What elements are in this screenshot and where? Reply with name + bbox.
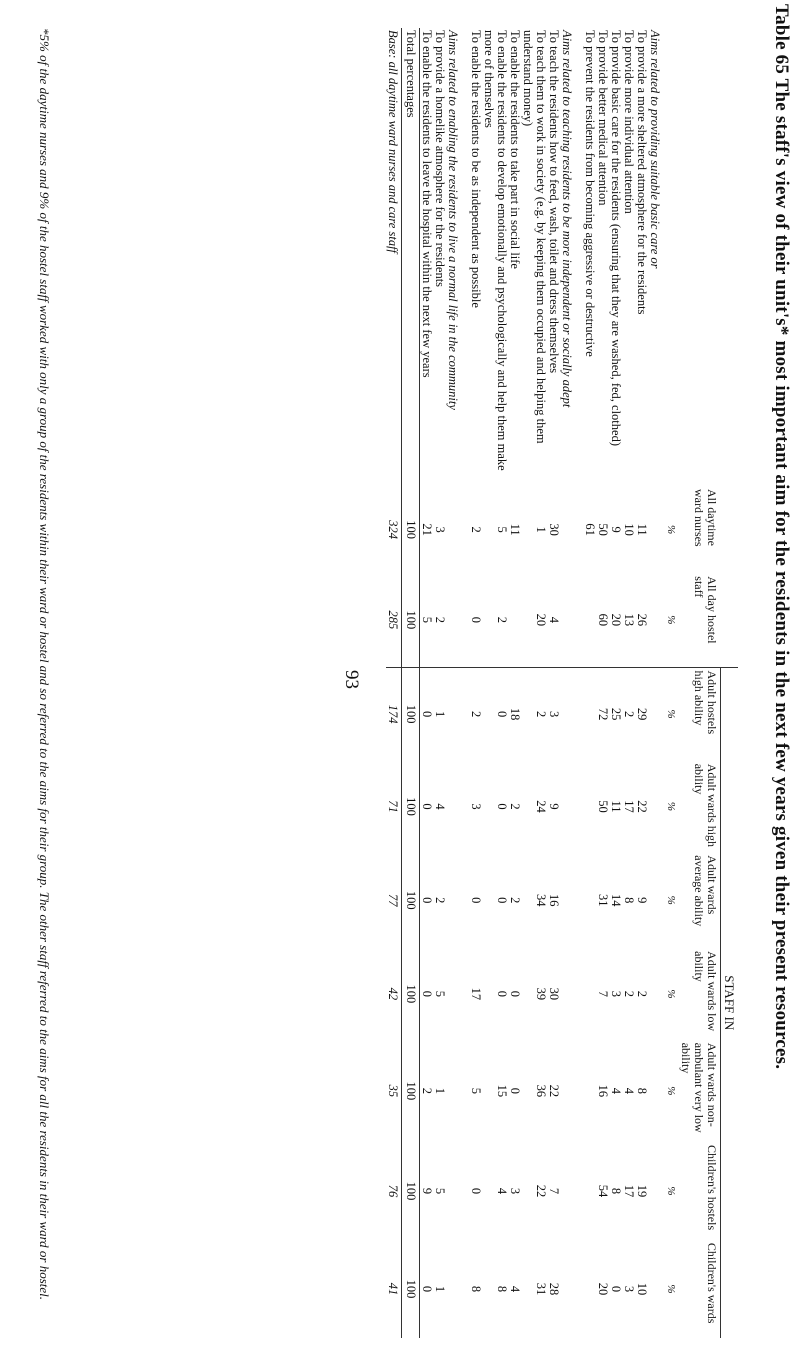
- cell-value: 5: [420, 616, 434, 624]
- cell-value: 25: [609, 667, 622, 761]
- cell-value: 28: [547, 1282, 561, 1296]
- cell-value: 14: [609, 893, 623, 907]
- table-row: [420, 28, 434, 1338]
- table-row-label: To teach them to work in society (e.g. by keeping them occupied and helping them understand money): [521, 30, 548, 444]
- column-unit: %: [665, 1186, 677, 1196]
- cell-value: 174: [386, 667, 402, 761]
- cell-value: 24: [534, 800, 548, 813]
- cell-value: 31: [534, 1282, 548, 1296]
- cell-value: 39: [534, 987, 548, 1001]
- cell-value: 4: [622, 1087, 636, 1094]
- page-number: 93: [341, 670, 362, 689]
- base-row: [386, 28, 402, 1338]
- cell-value: [648, 1142, 661, 1240]
- column-unit: %: [661, 667, 677, 761]
- cell-value: [560, 667, 583, 761]
- cell-value: 2: [433, 897, 447, 904]
- table-row: [482, 28, 508, 1338]
- footnote: *5% of the daytime nurses and 9% of the hostel staff worked with only a group of the residents within their ward or hostel and so referred to the aims for their group. The other staff referred to the aims for all the residents in their ward or hostel.: [37, 28, 52, 1301]
- cell-value: 17: [469, 987, 483, 1001]
- cell-value: [583, 573, 596, 667]
- column-header: Children's hostels: [705, 1144, 719, 1231]
- column-unit: %: [665, 1284, 677, 1294]
- cell-value: 21: [420, 523, 434, 536]
- cell-value: 5: [469, 1087, 483, 1094]
- cell-value: 50: [596, 800, 610, 813]
- row-label-header: [677, 28, 721, 486]
- cell-value: 22: [547, 1084, 561, 1098]
- table-row-label: To provide a more sheltered atmosphere for the residents: [635, 30, 649, 315]
- aims-body: [386, 28, 661, 1338]
- cell-value: [648, 852, 661, 948]
- cell-value: 0: [508, 1087, 522, 1094]
- cell-value: [446, 761, 469, 853]
- cell-value: 3: [622, 1285, 636, 1293]
- pct-row-blank: [661, 28, 677, 486]
- cell-value: 0: [495, 803, 509, 810]
- cell-value: 2: [495, 616, 509, 624]
- cell-value: 20: [609, 613, 623, 627]
- table-row: [521, 28, 547, 1338]
- cell-value: 2: [622, 667, 635, 761]
- column-unit: %: [665, 1086, 677, 1096]
- table-row-label: To enable the residents to leave the hospital within the next few years: [420, 30, 434, 378]
- cell-value: 76: [386, 1142, 402, 1240]
- group-heading-label: Aims related to teaching residents to be more independent or socially adept: [560, 30, 574, 408]
- cell-value: 2: [508, 897, 522, 904]
- cell-value: 10: [622, 523, 636, 536]
- table-row-label: To prevent the residents from becoming aggressive or destructive: [583, 30, 597, 357]
- column-unit: %: [665, 525, 677, 535]
- cell-value: [560, 761, 583, 853]
- table-title: Table 65 The staff's view of their unit's* most important aim for the residents in the next few years given their present resources.: [771, 4, 792, 1070]
- cell-value: [446, 1040, 469, 1142]
- percent-unit-row: [661, 28, 677, 1338]
- cell-value: 1: [433, 667, 446, 761]
- cell-value: 5: [433, 1187, 447, 1195]
- table-row: [433, 28, 446, 1338]
- cell-value: 2: [635, 990, 649, 998]
- cell-value: 54: [596, 1184, 610, 1198]
- cell-value: 100: [402, 1040, 420, 1142]
- cell-value: 0: [469, 897, 483, 904]
- table-row-label: To enable the residents to be as independent as possible: [469, 30, 483, 308]
- cell-value: 42: [386, 948, 402, 1040]
- cell-value: [446, 1240, 469, 1338]
- cell-value: [446, 573, 469, 667]
- cell-value: 22: [534, 1184, 548, 1198]
- column-header: Children's wards: [705, 1242, 719, 1324]
- cell-value: 60: [596, 613, 610, 627]
- cell-value: 31: [596, 893, 610, 907]
- group-heading: [446, 28, 469, 1338]
- column-header: Adult hostels high ability: [677, 667, 721, 761]
- cell-value: 61: [583, 523, 597, 536]
- cell-value: 5: [495, 526, 509, 533]
- cell-value: 30: [547, 523, 561, 536]
- column-header: Adult wards low ability: [692, 951, 719, 1032]
- table-row-label: To teach the residents how to feed, wash, toilet and dress themselves: [547, 30, 561, 374]
- table-row: [469, 28, 482, 1338]
- cell-value: 29: [635, 667, 648, 761]
- header-blank: [721, 28, 739, 486]
- cell-value: 4: [433, 803, 447, 810]
- cell-value: 8: [622, 897, 636, 904]
- cell-value: [648, 948, 661, 1040]
- table-row-label: To provide basic care for the residents (ensuring that they are washed, fed, clothed): [609, 30, 623, 446]
- cell-value: 9: [547, 803, 561, 810]
- cell-value: [583, 852, 596, 948]
- cell-value: [560, 948, 583, 1040]
- cell-value: [446, 948, 469, 1040]
- cell-value: [648, 486, 661, 573]
- cell-value: 2: [420, 1087, 434, 1094]
- column-header: Adult wards non-ambulant very low ability: [679, 1042, 719, 1133]
- cell-value: 1: [433, 1087, 447, 1094]
- cell-value: 0: [420, 803, 434, 810]
- cell-value: [583, 1040, 596, 1142]
- cell-value: 17: [622, 1184, 636, 1198]
- column-header-row: [677, 28, 721, 1338]
- cell-value: [446, 1142, 469, 1240]
- column-unit: %: [665, 801, 677, 812]
- cell-value: 72: [596, 667, 609, 761]
- cell-value: 0: [482, 667, 508, 761]
- cell-value: 2: [508, 803, 522, 810]
- cell-value: 9: [635, 897, 649, 904]
- cell-value: [648, 1240, 661, 1338]
- cell-value: 100: [402, 1240, 420, 1338]
- cell-value: 100: [402, 667, 420, 761]
- column-header: Adult wards average ability: [692, 855, 719, 927]
- cell-value: 36: [534, 1084, 548, 1098]
- cell-value: 17: [622, 800, 636, 813]
- cell-value: 16: [596, 1084, 610, 1098]
- cell-value: 8: [469, 1285, 483, 1293]
- cell-value: 18: [508, 667, 521, 761]
- cell-value: 20: [534, 613, 548, 627]
- table-row: [635, 28, 648, 1338]
- cell-value: 100: [402, 1142, 420, 1240]
- cell-value: 2: [622, 990, 636, 998]
- cell-value: 3: [469, 803, 483, 810]
- cell-value: 4: [495, 1187, 509, 1195]
- cell-value: [560, 1142, 583, 1240]
- group-heading: [648, 28, 661, 1338]
- cell-value: 324: [386, 486, 402, 573]
- cell-value: 8: [609, 1187, 623, 1195]
- cell-value: 77: [386, 852, 402, 948]
- cell-value: 11: [508, 523, 522, 536]
- cell-value: 5: [433, 990, 447, 998]
- cell-value: [446, 852, 469, 948]
- cell-value: 4: [609, 1087, 623, 1094]
- header-blank-2: [721, 486, 739, 667]
- cell-value: 71: [386, 761, 402, 853]
- table-row-label: To provide a homelike atmosphere for the residents: [433, 30, 447, 288]
- cell-value: 285: [386, 573, 402, 667]
- cell-value: [560, 573, 583, 667]
- cell-value: 8: [495, 1285, 509, 1293]
- cell-value: 100: [402, 761, 420, 853]
- cell-value: [648, 573, 661, 667]
- cell-value: 9: [609, 526, 623, 533]
- cell-value: 0: [469, 616, 483, 624]
- total-row-label: Total percentages: [402, 28, 420, 486]
- cell-value: 7: [596, 990, 610, 998]
- cell-value: 7: [547, 1187, 561, 1195]
- cell-value: 4: [547, 616, 561, 624]
- table-row: [508, 28, 521, 1338]
- cell-value: 10: [635, 1282, 649, 1296]
- cell-value: 100: [402, 948, 420, 1040]
- cell-value: 20: [596, 1282, 610, 1296]
- cell-value: [583, 1240, 596, 1338]
- cell-value: 13: [622, 613, 636, 627]
- cell-value: 100: [402, 852, 420, 948]
- cell-value: 9: [420, 1187, 434, 1195]
- table-row: [547, 28, 560, 1338]
- table-row: [583, 28, 596, 1338]
- cell-value: 1: [433, 1285, 447, 1293]
- cell-value: 1: [534, 526, 548, 533]
- cell-value: 0: [469, 1187, 483, 1195]
- cell-value: 0: [508, 990, 522, 998]
- table-row: [622, 28, 635, 1338]
- column-header: Adult wards high ability: [692, 763, 719, 848]
- cell-value: 100: [402, 573, 420, 667]
- table-row: [609, 28, 622, 1338]
- cell-value: 50: [596, 523, 610, 536]
- cell-value: [648, 761, 661, 853]
- table-row-label: To provide more individual attention: [622, 30, 636, 214]
- cell-value: 11: [609, 800, 623, 813]
- cell-value: 100: [402, 486, 420, 573]
- cell-value: 0: [495, 897, 509, 904]
- cell-value: 0: [420, 667, 434, 761]
- cell-value: 0: [420, 1285, 434, 1293]
- cell-value: 35: [386, 1040, 402, 1142]
- cell-value: [446, 486, 469, 573]
- cell-value: [648, 1040, 661, 1142]
- cell-value: 3: [433, 526, 447, 533]
- cell-value: 0: [609, 1285, 623, 1293]
- cell-value: [648, 667, 661, 761]
- group-heading-label: Aims related to enabling the residents to live a normal life in the community: [446, 30, 460, 410]
- cell-value: 3: [508, 1187, 522, 1195]
- cell-value: 19: [635, 1184, 649, 1198]
- cell-value: [560, 486, 583, 573]
- cell-value: [560, 852, 583, 948]
- cell-value: 0: [420, 897, 434, 904]
- cell-value: 30: [547, 987, 561, 1001]
- cell-value: [583, 948, 596, 1040]
- column-header: All daytime ward nurses: [692, 488, 720, 547]
- cell-value: 41: [386, 1240, 402, 1338]
- cell-value: 16: [547, 893, 561, 907]
- cell-value: [583, 1142, 596, 1240]
- base-row-label: Base: all daytime ward nurses and care staff: [386, 28, 402, 486]
- cell-value: 2: [469, 526, 483, 533]
- cell-value: 3: [609, 990, 623, 998]
- cell-value: [583, 761, 596, 853]
- cell-value: [583, 667, 596, 761]
- table-row-label: To enable the residents to take part in social life: [508, 30, 522, 269]
- table-row-label: To enable the residents to develop emotionally and psychologically and help them make more of themselves: [482, 30, 509, 471]
- cell-value: 11: [635, 523, 649, 536]
- column-header: All day hostel staff: [692, 576, 720, 644]
- table-row-label: To provide better medical attention: [596, 30, 610, 206]
- cell-value: [560, 1240, 583, 1338]
- cell-value: 2: [433, 616, 447, 624]
- table-row: [596, 28, 609, 1338]
- group-heading-label: Aims related to providing suitable basic care or: [648, 30, 662, 269]
- cell-value: [560, 1040, 583, 1142]
- cell-value: 2: [469, 667, 482, 761]
- cell-value: 4: [508, 1285, 522, 1293]
- cell-value: 0: [420, 990, 434, 998]
- cell-value: [446, 667, 469, 761]
- total-row: [402, 28, 420, 1338]
- cell-value: [508, 573, 521, 667]
- column-unit: %: [665, 615, 677, 625]
- cell-value: 2: [521, 667, 547, 761]
- cell-value: 22: [635, 800, 649, 813]
- cell-value: 26: [635, 613, 649, 627]
- staff-in-spanner: STAFF IN: [721, 667, 739, 1338]
- column-unit: %: [665, 989, 677, 999]
- aims-table: [386, 28, 738, 1338]
- cell-value: 15: [495, 1084, 509, 1098]
- cell-value: 3: [547, 667, 560, 761]
- cell-value: 34: [534, 893, 548, 907]
- column-unit: %: [665, 895, 677, 905]
- cell-value: 0: [495, 990, 509, 998]
- cell-value: 8: [635, 1087, 649, 1094]
- group-heading: [560, 28, 583, 1338]
